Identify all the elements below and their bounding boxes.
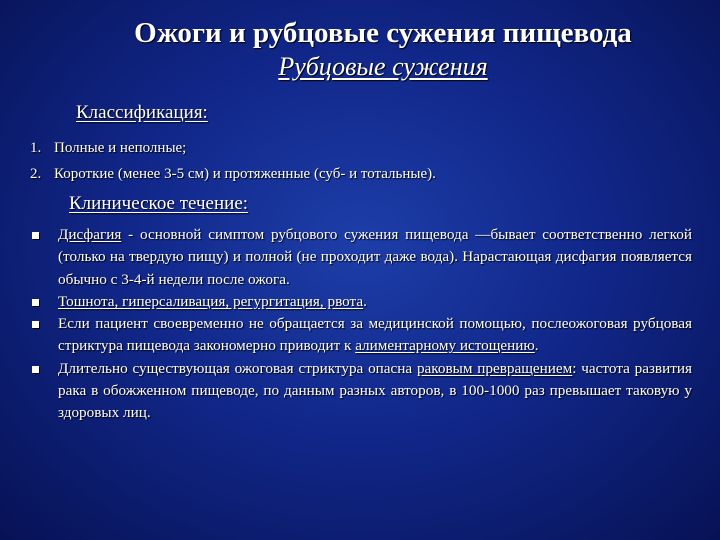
bullet-underlined-term: алиментарному истощению [355,337,535,355]
list-item [30,313,692,358]
list-item [30,224,692,291]
classification-item [30,138,186,158]
list-item [30,291,692,313]
clinical-course-heading: Клиническое течение: [69,193,249,214]
bullet-underlined-term: раковым превращением [416,359,573,377]
square-bullet-icon [32,232,39,239]
classification-heading: Классификация: [76,102,208,123]
bullet-text: Длительно существующая ожоговая стриктура опасна [58,359,417,377]
bullet-tail: : частота развития рака в обожженном пищеводе, по данным разных авторов, в 100-1000 раз превышает таковую у здоровых лиц. [58,359,692,422]
item-text: Полные и неполные; [54,140,187,156]
list-item [30,358,692,425]
bullet-text: - основной симптом рубцового сужения пищевода —бывает соответственно легкой (только на твердую пищу) и полной (не проходит даже вода). Нарастающая дисфагия появляется обычно с 3-4-й недели после ожога. [58,226,692,288]
bullet-text: . [363,292,367,310]
item-number: 1. [30,140,42,156]
square-bullet-icon [32,321,39,328]
slide-title: Ожоги и рубцовые сужения пищевода [134,17,632,49]
square-bullet-icon [32,299,39,306]
item-text: Короткие (менее 3-5 см) и протяженные (суб- и тотальные). [54,166,436,182]
clinical-course-list [30,224,692,425]
bullet-lead: Тошнота, гиперсаливация, регургитация, рвота [58,292,364,310]
bullet-lead: Дисфагия [58,226,122,243]
bullet-tail: . [534,337,539,355]
bullet-text: Если пациент своевременно не обращается за медицинской помощью, послеожоговая рубцовая стриктура пищевода закономерно приводит к [58,315,692,355]
slide-subtitle: Рубцовые сужения [278,52,488,81]
item-number: 2. [30,166,42,182]
square-bullet-icon [32,366,39,373]
classification-item [30,164,436,184]
